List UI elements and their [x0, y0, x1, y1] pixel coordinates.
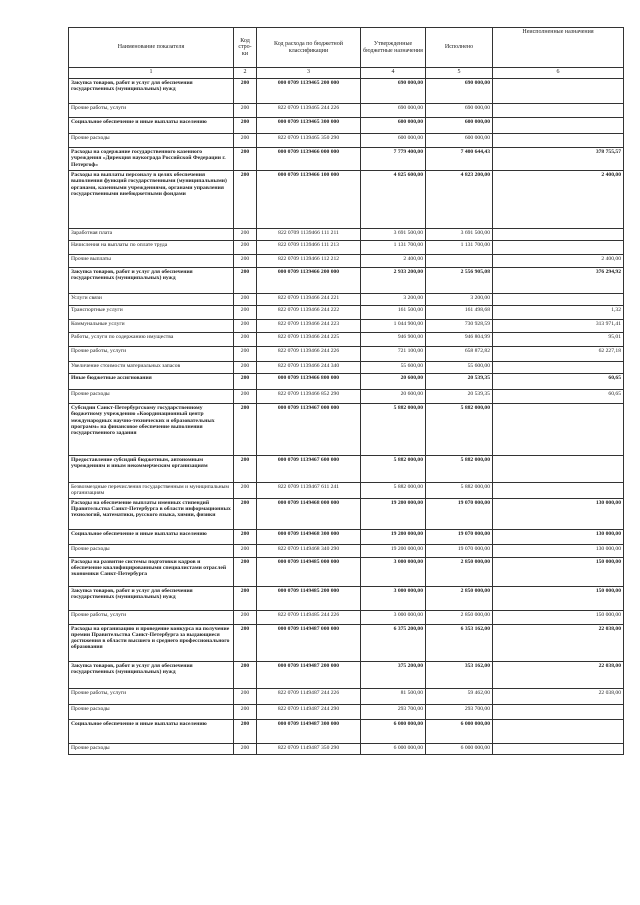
- header-unexecuted: Неисполненные назначения: [493, 28, 624, 68]
- table-row: [69, 255, 624, 268]
- indicator-name-cell: Коммунальные услуги: [69, 320, 234, 333]
- approved-amount-cell: 293 700,00: [361, 704, 426, 719]
- indicator-name-cell: Прочие расходы: [69, 704, 234, 719]
- approved-amount-cell: 3 691 500,00: [361, 229, 426, 241]
- executed-amount-cell: 730 928,59: [426, 320, 493, 333]
- table-row: [69, 362, 624, 374]
- executed-amount-cell: 946 804,99: [426, 333, 493, 347]
- expense-code-cell: 822 0709 1139466 244 225: [257, 333, 361, 347]
- indicator-name-cell: Увеличение стоимости материальных запасов: [69, 362, 234, 374]
- column-number-row: [69, 68, 624, 79]
- indicator-name-cell: Работы, услуги по содержанию имущества: [69, 333, 234, 347]
- expense-code-cell: 000 0709 1139466 100 000: [257, 171, 361, 229]
- budget-execution-report: [68, 27, 623, 755]
- line-code-cell: 200: [234, 294, 257, 306]
- approved-amount-cell: 5 882 000,00: [361, 456, 426, 483]
- indicator-name-cell: Расходы на выплаты персоналу в целях обеспечения выполнения функций государственными (муниципальными) органами, казенными учреждениями, органами управления государственными внебюджетными фондами: [69, 171, 234, 229]
- executed-amount-cell: 690 000,00: [426, 79, 493, 104]
- indicator-name-cell: Социальное обеспечение и иные выплаты населению: [69, 118, 234, 134]
- line-code-cell: 200: [234, 229, 257, 241]
- expense-code-cell: 822 0709 1149487 244 226: [257, 688, 361, 704]
- executed-amount-cell: 658 872,82: [426, 347, 493, 362]
- approved-amount-cell: 2 933 200,00: [361, 268, 426, 294]
- table-row: [69, 610, 624, 624]
- executed-amount-cell: 55 600,00: [426, 362, 493, 374]
- expense-code-cell: 000 0709 1149485 000 000: [257, 557, 361, 586]
- table-row: [69, 624, 624, 661]
- expense-code-cell: 822 0709 1149468 340 290: [257, 544, 361, 557]
- indicator-name-cell: Безвозмездные перечисления государственным и муниципальным организациям: [69, 483, 234, 499]
- line-code-cell: 200: [234, 743, 257, 754]
- table-row: [69, 390, 624, 404]
- executed-amount-cell: 3 691 500,00: [426, 229, 493, 241]
- approved-amount-cell: 161 500,00: [361, 306, 426, 320]
- unexecuted-amount-cell: 62 227,18: [493, 347, 624, 362]
- approved-amount-cell: 6 000 000,00: [361, 743, 426, 754]
- line-code-cell: 200: [234, 404, 257, 456]
- unexecuted-amount-cell: 313 971,41: [493, 320, 624, 333]
- unexecuted-amount-cell: 130 000,00: [493, 529, 624, 544]
- indicator-name-cell: Прочие работы, услуги: [69, 104, 234, 118]
- executed-amount-cell: 5 882 000,00: [426, 483, 493, 499]
- indicator-name-cell: Прочие работы, услуги: [69, 610, 234, 624]
- approved-amount-cell: 375 200,00: [361, 661, 426, 688]
- table-row: [69, 118, 624, 134]
- line-code-cell: 200: [234, 661, 257, 688]
- unexecuted-amount-cell: [493, 79, 624, 104]
- indicator-name-cell: Предоставление субсидий бюджетным, автономным учреждениям и иным некоммерческим организациям: [69, 456, 234, 483]
- expense-code-cell: 822 0709 1139466 244 223: [257, 320, 361, 333]
- unexecuted-amount-cell: 1,32: [493, 306, 624, 320]
- unexecuted-amount-cell: 130 000,00: [493, 498, 624, 529]
- expense-code-cell: 822 0709 1139467 611 241: [257, 483, 361, 499]
- table-row: [69, 557, 624, 586]
- expense-code-cell: 822 0709 1149487 350 290: [257, 743, 361, 754]
- executed-amount-cell: 353 162,00: [426, 661, 493, 688]
- executed-amount-cell: 5 882 000,00: [426, 404, 493, 456]
- indicator-name-cell: Услуги связи: [69, 294, 234, 306]
- approved-amount-cell: 19 200 000,00: [361, 529, 426, 544]
- indicator-name-cell: Иные бюджетные ассигнования: [69, 374, 234, 390]
- approved-amount-cell: 5 882 000,00: [361, 404, 426, 456]
- approved-amount-cell: 4 825 600,00: [361, 171, 426, 229]
- expense-code-cell: 822 0709 1139466 244 221: [257, 294, 361, 306]
- table-row: [69, 294, 624, 306]
- line-code-cell: 200: [234, 320, 257, 333]
- column-number: 3: [257, 68, 361, 79]
- approved-amount-cell: 20 600,00: [361, 390, 426, 404]
- indicator-name-cell: Прочие расходы: [69, 743, 234, 754]
- approved-amount-cell: 6 375 200,00: [361, 624, 426, 661]
- unexecuted-amount-cell: [493, 294, 624, 306]
- executed-amount-cell: 7 400 644,43: [426, 148, 493, 171]
- table-row: [69, 347, 624, 362]
- table-row: [69, 743, 624, 754]
- table-row: [69, 456, 624, 483]
- expense-code-cell: 000 0709 1139466 000 000: [257, 148, 361, 171]
- budget-table: [68, 27, 624, 755]
- header-approved: Утвержденные бюджетные назначения: [361, 28, 426, 68]
- line-code-cell: 200: [234, 483, 257, 499]
- approved-amount-cell: 6 000 000,00: [361, 719, 426, 743]
- line-code-cell: 200: [234, 719, 257, 743]
- approved-amount-cell: 946 900,00: [361, 333, 426, 347]
- indicator-name-cell: Прочие выплаты: [69, 255, 234, 268]
- column-number: 6: [493, 68, 624, 79]
- unexecuted-amount-cell: 60,65: [493, 374, 624, 390]
- approved-amount-cell: 2 400,00: [361, 255, 426, 268]
- table-row: [69, 586, 624, 610]
- table-row: [69, 171, 624, 229]
- line-code-cell: 200: [234, 610, 257, 624]
- expense-code-cell: 000 0709 1149487 300 000: [257, 719, 361, 743]
- indicator-name-cell: Прочие расходы: [69, 390, 234, 404]
- executed-amount-cell: 6 000 000,00: [426, 743, 493, 754]
- unexecuted-amount-cell: [493, 404, 624, 456]
- approved-amount-cell: 3 200,00: [361, 294, 426, 306]
- expense-code-cell: 000 0709 1139466 800 000: [257, 374, 361, 390]
- table-row: [69, 241, 624, 255]
- line-code-cell: 200: [234, 148, 257, 171]
- executed-amount-cell: 690 000,00: [426, 104, 493, 118]
- line-code-cell: 200: [234, 362, 257, 374]
- line-code-cell: 200: [234, 268, 257, 294]
- executed-amount-cell: 3 200,00: [426, 294, 493, 306]
- line-code-cell: 200: [234, 171, 257, 229]
- unexecuted-amount-cell: [493, 104, 624, 118]
- expense-code-cell: 000 0709 1149487 000 000: [257, 624, 361, 661]
- indicator-name-cell: Закупка товаров, работ и услуг для обеспечения государственных (муниципальных) нужд: [69, 268, 234, 294]
- approved-amount-cell: 690 000,00: [361, 104, 426, 118]
- executed-amount-cell: [426, 255, 493, 268]
- table-row: [69, 229, 624, 241]
- line-code-cell: 200: [234, 134, 257, 148]
- executed-amount-cell: 5 882 000,00: [426, 456, 493, 483]
- expense-code-cell: 000 0709 1149487 200 000: [257, 661, 361, 688]
- expense-code-cell: 822 0709 1149487 244 290: [257, 704, 361, 719]
- expense-code-cell: 000 0709 1149485 200 000: [257, 586, 361, 610]
- executed-amount-cell: 19 070 000,00: [426, 529, 493, 544]
- indicator-name-cell: Расходы на содержание государственного казенного учреждения «Дирекция наукограда Российской Федерации г. Петергоф»: [69, 148, 234, 171]
- approved-amount-cell: 20 600,00: [361, 374, 426, 390]
- line-code-cell: 200: [234, 704, 257, 719]
- table-row: [69, 404, 624, 456]
- column-number: 1: [69, 68, 234, 79]
- unexecuted-amount-cell: 60,65: [493, 390, 624, 404]
- table-row: [69, 529, 624, 544]
- unexecuted-amount-cell: [493, 483, 624, 499]
- table-row: [69, 148, 624, 171]
- table-row: [69, 483, 624, 499]
- table-row: [69, 719, 624, 743]
- expense-code-cell: 000 0709 1139465 200 000: [257, 79, 361, 104]
- expense-code-cell: 000 0709 1139467 600 000: [257, 456, 361, 483]
- approved-amount-cell: 600 000,00: [361, 118, 426, 134]
- approved-amount-cell: 721 100,00: [361, 347, 426, 362]
- expense-code-cell: 822 0709 1139466 112 212: [257, 255, 361, 268]
- line-code-cell: 200: [234, 624, 257, 661]
- line-code-cell: 200: [234, 498, 257, 529]
- executed-amount-cell: 19 070 000,00: [426, 498, 493, 529]
- unexecuted-amount-cell: 150 000,00: [493, 610, 624, 624]
- table-row: [69, 134, 624, 148]
- unexecuted-amount-cell: 2 400,00: [493, 171, 624, 229]
- table-row: [69, 688, 624, 704]
- executed-amount-cell: 600 000,00: [426, 118, 493, 134]
- executed-amount-cell: 2 850 000,00: [426, 610, 493, 624]
- line-code-cell: 200: [234, 347, 257, 362]
- line-code-cell: 200: [234, 241, 257, 255]
- indicator-name-cell: Заработная плата: [69, 229, 234, 241]
- expense-code-cell: 000 0709 1149468 300 000: [257, 529, 361, 544]
- unexecuted-amount-cell: 2 400,00: [493, 255, 624, 268]
- indicator-name-cell: Прочие расходы: [69, 134, 234, 148]
- executed-amount-cell: 20 539,35: [426, 374, 493, 390]
- unexecuted-amount-cell: 376 294,92: [493, 268, 624, 294]
- table-row: [69, 544, 624, 557]
- approved-amount-cell: 3 000 000,00: [361, 610, 426, 624]
- executed-amount-cell: 59 462,00: [426, 688, 493, 704]
- approved-amount-cell: 19 200 000,00: [361, 544, 426, 557]
- indicator-name-cell: Закупка товаров, работ и услуг для обеспечения государственных (муниципальных) нужд: [69, 586, 234, 610]
- table-row: [69, 79, 624, 104]
- unexecuted-amount-cell: 130 000,00: [493, 544, 624, 557]
- approved-amount-cell: 690 000,00: [361, 79, 426, 104]
- header-executed: Исполнено: [426, 28, 493, 68]
- approved-amount-cell: 5 882 000,00: [361, 483, 426, 499]
- unexecuted-amount-cell: 378 755,57: [493, 148, 624, 171]
- unexecuted-amount-cell: 150 000,00: [493, 557, 624, 586]
- table-row: [69, 498, 624, 529]
- unexecuted-amount-cell: [493, 743, 624, 754]
- executed-amount-cell: 2 850 000,00: [426, 557, 493, 586]
- line-code-cell: 200: [234, 456, 257, 483]
- header-line-code: Код стро-ки: [234, 28, 257, 68]
- table-row: [69, 704, 624, 719]
- expense-code-cell: 822 0709 1139466 244 226: [257, 347, 361, 362]
- line-code-cell: 200: [234, 118, 257, 134]
- unexecuted-amount-cell: 95,01: [493, 333, 624, 347]
- line-code-cell: 200: [234, 306, 257, 320]
- expense-code-cell: 000 0709 1149468 000 000: [257, 498, 361, 529]
- line-code-cell: 200: [234, 374, 257, 390]
- executed-amount-cell: 161 498,68: [426, 306, 493, 320]
- approved-amount-cell: 1 131 700,00: [361, 241, 426, 255]
- indicator-name-cell: Расходы на организацию и проведение конкурса на получение премии Правительства Санкт-Петербурга за выдающиеся достижения в области высшего и среднего профессионального образования: [69, 624, 234, 661]
- expense-code-cell: 822 0709 1139466 852 290: [257, 390, 361, 404]
- expense-code-cell: 822 0709 1139466 111 211: [257, 229, 361, 241]
- table-row: [69, 661, 624, 688]
- executed-amount-cell: 2 850 000,00: [426, 586, 493, 610]
- executed-amount-cell: 20 539,35: [426, 390, 493, 404]
- indicator-name-cell: Социальное обеспечение и иные выплаты населению: [69, 719, 234, 743]
- unexecuted-amount-cell: [493, 362, 624, 374]
- executed-amount-cell: 1 131 700,00: [426, 241, 493, 255]
- executed-amount-cell: 600 000,00: [426, 134, 493, 148]
- indicator-name-cell: Начисления на выплаты по оплате труда: [69, 241, 234, 255]
- expense-code-cell: 822 0709 1149485 244 226: [257, 610, 361, 624]
- unexecuted-amount-cell: [493, 118, 624, 134]
- table-row: [69, 306, 624, 320]
- expense-code-cell: 822 0709 1139466 244 340: [257, 362, 361, 374]
- expense-code-cell: 000 0709 1139466 200 000: [257, 268, 361, 294]
- approved-amount-cell: 3 000 000,00: [361, 557, 426, 586]
- approved-amount-cell: 600 000,00: [361, 134, 426, 148]
- header-indicator-name: Наименование показателя: [69, 28, 234, 68]
- approved-amount-cell: 3 000 000,00: [361, 586, 426, 610]
- line-code-cell: 200: [234, 390, 257, 404]
- indicator-name-cell: Закупка товаров, работ и услуг для обеспечения государственных (муниципальных) нужд: [69, 79, 234, 104]
- unexecuted-amount-cell: 22 038,00: [493, 688, 624, 704]
- line-code-cell: 200: [234, 586, 257, 610]
- table-row: [69, 320, 624, 333]
- line-code-cell: 200: [234, 255, 257, 268]
- indicator-name-cell: Субсидии Санкт-Петербургскому государственному бюджетному учреждению «Координационный центр международных научно-технических и образовательных программ» на финансовое обеспечение выполнения государственного задания: [69, 404, 234, 456]
- approved-amount-cell: 55 600,00: [361, 362, 426, 374]
- approved-amount-cell: 19 200 000,00: [361, 498, 426, 529]
- executed-amount-cell: 6 353 162,00: [426, 624, 493, 661]
- indicator-name-cell: Прочие работы, услуги: [69, 347, 234, 362]
- indicator-name-cell: Прочие расходы: [69, 544, 234, 557]
- indicator-name-cell: Транспортные услуги: [69, 306, 234, 320]
- unexecuted-amount-cell: [493, 719, 624, 743]
- expense-code-cell: 822 0709 1139466 111 213: [257, 241, 361, 255]
- column-number: 4: [361, 68, 426, 79]
- line-code-cell: 200: [234, 104, 257, 118]
- executed-amount-cell: 4 823 200,00: [426, 171, 493, 229]
- unexecuted-amount-cell: [493, 456, 624, 483]
- table-row: [69, 374, 624, 390]
- table-row: [69, 268, 624, 294]
- indicator-name-cell: Закупка товаров, работ и услуг для обеспечения государственных (муниципальных) нужд: [69, 661, 234, 688]
- table-header-row: [69, 28, 624, 68]
- unexecuted-amount-cell: 22 038,00: [493, 661, 624, 688]
- expense-code-cell: 822 0709 1139466 244 222: [257, 306, 361, 320]
- header-expense-code: Код расхода по бюджетной классификации: [257, 28, 361, 68]
- executed-amount-cell: 6 000 000,00: [426, 719, 493, 743]
- line-code-cell: 200: [234, 544, 257, 557]
- expense-code-cell: 822 0709 1139465 244 226: [257, 104, 361, 118]
- line-code-cell: 200: [234, 529, 257, 544]
- indicator-name-cell: Социальное обеспечение и иные выплаты населению: [69, 529, 234, 544]
- approved-amount-cell: 7 779 400,00: [361, 148, 426, 171]
- unexecuted-amount-cell: [493, 704, 624, 719]
- indicator-name-cell: Расходы на обеспечение выплаты именных стипендий Правительства Санкт-Петербурга в области информационных технологий, математики, русского языка, химии, физики: [69, 498, 234, 529]
- line-code-cell: 200: [234, 79, 257, 104]
- expense-code-cell: 000 0709 1139465 300 000: [257, 118, 361, 134]
- indicator-name-cell: Расходы на развитие системы подготовки кадров и обеспечение квалифицированными специалистами отраслей экономики Санкт-Петербурга: [69, 557, 234, 586]
- indicator-name-cell: Прочие работы, услуги: [69, 688, 234, 704]
- unexecuted-amount-cell: [493, 241, 624, 255]
- executed-amount-cell: 293 700,00: [426, 704, 493, 719]
- unexecuted-amount-cell: 22 038,00: [493, 624, 624, 661]
- table-body: [69, 79, 624, 755]
- line-code-cell: 200: [234, 557, 257, 586]
- expense-code-cell: 000 0709 1139467 000 000: [257, 404, 361, 456]
- executed-amount-cell: 19 070 000,00: [426, 544, 493, 557]
- unexecuted-amount-cell: [493, 134, 624, 148]
- line-code-cell: 200: [234, 688, 257, 704]
- expense-code-cell: 822 0709 1139465 350 290: [257, 134, 361, 148]
- unexecuted-amount-cell: [493, 229, 624, 241]
- approved-amount-cell: 81 500,00: [361, 688, 426, 704]
- approved-amount-cell: 1 044 900,00: [361, 320, 426, 333]
- unexecuted-amount-cell: 150 000,00: [493, 586, 624, 610]
- table-row: [69, 104, 624, 118]
- executed-amount-cell: 2 556 905,08: [426, 268, 493, 294]
- column-number: 5: [426, 68, 493, 79]
- line-code-cell: 200: [234, 333, 257, 347]
- column-number: 2: [234, 68, 257, 79]
- table-row: [69, 333, 624, 347]
